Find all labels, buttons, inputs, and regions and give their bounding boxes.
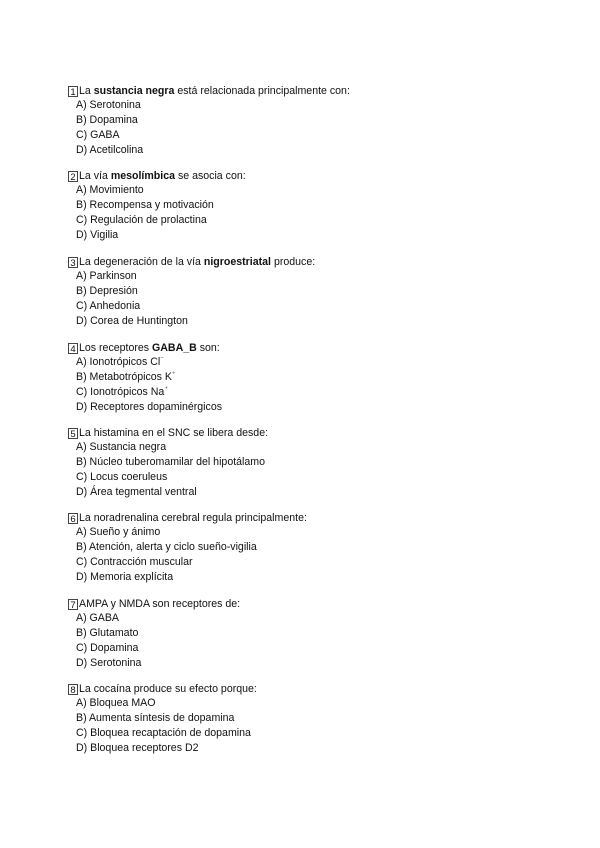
stem-bold-term: nigroestriatal [203,256,271,268]
option-b: B) Aumenta síntesis de dopamina [76,712,235,724]
question-number-box: 6 [68,513,78,524]
option-b: B) Núcleo tuberomamilar del hipotálamo [76,456,266,468]
option-a: A) Parkinson [76,270,137,282]
question-6 [68,511,568,585]
question-number-box: 4 [68,343,78,354]
question-stem [68,169,568,183]
option-d: D) Acetilcolina [76,144,144,156]
option-a: A) GABA [76,612,119,624]
question-stem [68,341,568,355]
stem-text: La degeneración de la vía [79,256,204,268]
stem-text: La noradrenalina cerebral regula principalmente: [79,512,307,524]
question-3 [68,255,568,329]
option-c: C) Locus coeruleus [76,471,168,483]
option-c: C) Regulación de prolactina [76,214,207,226]
stem-text-after: produce: [271,256,316,268]
question-number-box: 8 [68,684,78,695]
option-text: C) Ionotrópicos Na [76,386,165,398]
stem-text-after: está relacionada principalmente con: [174,85,350,97]
stem-text: La histamina en el SNC se libera desde: [79,427,269,439]
option-d: D) Área tegmental ventral [76,486,197,498]
option-d: D) Memoria explícita [76,571,174,583]
question-number-box: 3 [68,257,78,268]
question-number-box: 2 [68,171,78,182]
charge-superscript: ⁻ [160,356,164,363]
option-b: B) Atención, alerta y ciclo sueño-vigilia [76,541,257,553]
question-stem [68,511,568,525]
stem-text: La vía [79,170,111,182]
option-b: B) Dopamina [76,114,138,126]
stem-bold-term: mesolímbica [110,170,175,182]
option-a: A) Serotonina [76,99,141,111]
option-d: D) Serotonina [76,657,142,669]
stem-bold-term: sustancia negra [93,85,175,97]
option-a: A) Sueño y ánimo [76,526,161,538]
question-number-box: 7 [68,599,78,610]
option-d: D) Corea de Huntington [76,315,188,327]
question-2 [68,169,568,243]
question-stem [68,255,568,269]
stem-text-after: son: [196,342,220,354]
option-d [68,400,568,415]
option-c: C) Contracción muscular [76,556,193,568]
option-text: A) Ionotrópicos Cl [76,356,161,368]
option-c [68,385,568,400]
option-a [68,355,568,370]
option-c: C) Anhedonia [76,300,141,312]
option-d: D) Vigilia [76,229,119,241]
stem-text: La [79,85,94,97]
option-c: C) GABA [76,129,120,141]
stem-bold-term: GABA_B [152,342,197,354]
option-a: A) Bloquea MAO [76,697,156,709]
option-b: B) Recompensa y motivación [76,199,214,211]
question-1 [68,84,568,158]
question-5 [68,426,568,500]
option-text: B) Metabotrópicos K [76,371,172,383]
stem-text-after: se asocia con: [175,170,246,182]
question-stem [68,682,568,696]
stem-text: La cocaína produce su efecto porque: [79,683,257,695]
question-7 [68,597,568,671]
question-8 [68,682,568,756]
stem-text: Los receptores [79,342,153,354]
question-stem [68,426,568,440]
option-d: D) Bloquea receptores D2 [76,742,199,754]
option-b: B) Depresión [76,285,138,297]
question-stem [68,84,568,98]
stem-text: AMPA y NMDA son receptores de: [79,598,241,610]
option-c: C) Dopamina [76,642,139,654]
question-4 [68,341,568,415]
charge-superscript: ⁺ [164,386,169,393]
option-b: B) Glutamato [76,627,139,639]
option-text: D) Receptores dopaminérgicos [76,401,223,413]
question-number-box: 5 [68,428,78,439]
charge-superscript: ⁺ [171,371,176,378]
option-b [68,370,568,385]
question-stem [68,597,568,611]
option-c: C) Bloquea recaptación de dopamina [76,727,251,739]
option-a: A) Sustancia negra [76,441,167,453]
option-a: A) Movimiento [76,184,144,196]
question-number-box: 1 [68,86,78,97]
